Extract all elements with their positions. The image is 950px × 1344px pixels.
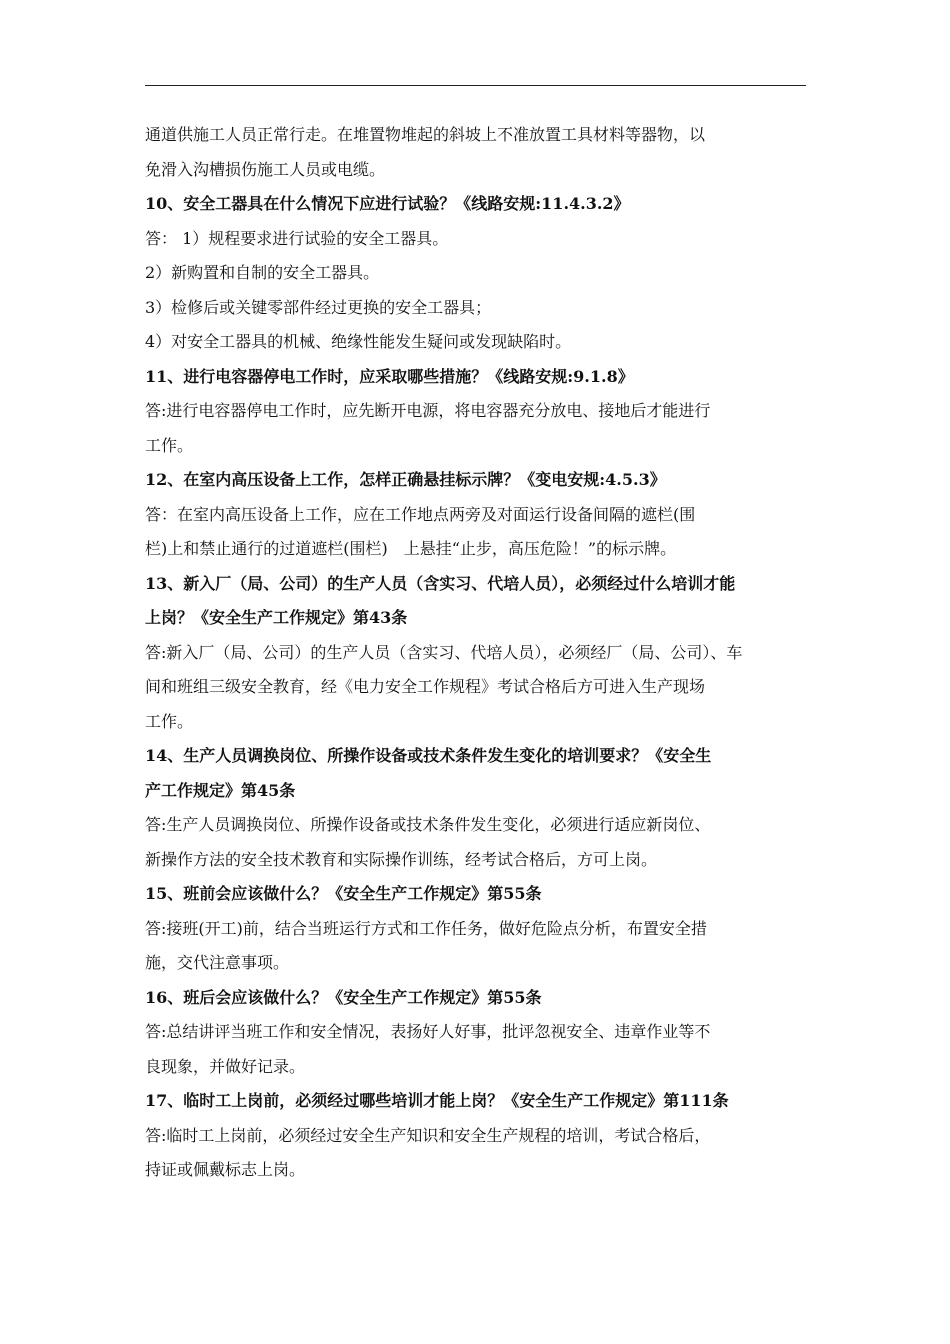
text-line: 答:新入厂（局、公司）的生产人员（含实习、代培人员），必须经厂（局、公司）、车 bbox=[145, 642, 743, 662]
text-line: 答:进行电容器停电工作时，应先断开电源，将电容器充分放电、接地后才能进行 bbox=[145, 401, 711, 420]
text-line: 2）新购置和自制的安全工器具。 bbox=[145, 263, 380, 282]
text-line: 答： 1）规程要求进行试验的安全工器具。 bbox=[145, 228, 449, 248]
text-line: 栏)上和禁止通行的过道遮栏(围栏) 上悬挂“止步，高压危险！”的标示牌。 bbox=[145, 539, 677, 558]
header-rule bbox=[145, 85, 806, 86]
question-line: 13、新入厂（局、公司）的生产人员（含实习、代培人员），必须经过什么培训才能 bbox=[145, 573, 736, 593]
text-line: 免滑入沟槽损伤施工人员或电缆。 bbox=[145, 159, 386, 179]
question-line: 14、生产人员调换岗位、所操作设备或技术条件发生变化的培训要求？《安全生 bbox=[145, 746, 712, 765]
text-line: 新操作方法的安全技术教育和实际操作训练，经考试合格后，方可上岗。 bbox=[145, 849, 658, 869]
text-line: 通道供施工人员正常行走。在堆置物堆起的斜坡上不准放置工具材料等器物，以 bbox=[145, 125, 706, 144]
question-line: 产工作规定》第45条 bbox=[145, 780, 296, 800]
text-line: 持证或佩戴标志上岗。 bbox=[145, 1160, 306, 1179]
question-line: 16、班后会应该做什么？《安全生产工作规定》第55条 bbox=[145, 987, 542, 1007]
text-line: 良现象，并做好记录。 bbox=[145, 1056, 306, 1076]
text-line: 3）检修后或关键零部件经过更换的安全工器具； bbox=[145, 297, 492, 317]
text-line: 答:总结讲评当班工作和安全情况，表扬好人好事，批评忽视安全、违章作业等不 bbox=[145, 1022, 711, 1041]
text-line: 施，交代注意事项。 bbox=[145, 953, 290, 972]
text-line: 答:临时工上岗前，必须经过安全生产知识和安全生产规程的培训，考试合格后， bbox=[145, 1125, 711, 1145]
question-line: 10、安全工器具在什么情况下应进行试验？《线路安规:11.4.3.2》 bbox=[145, 194, 630, 213]
text-line: 工作。 bbox=[145, 435, 194, 455]
question-line: 12、在室内高压设备上工作，怎样正确悬挂标示牌？《变电安规:4.5.3》 bbox=[145, 470, 666, 489]
text-line: 答：在室内高压设备上工作，应在工作地点两旁及对面运行设备间隔的遮栏(围 bbox=[145, 504, 696, 524]
question-line: 17、临时工上岗前，必须经过哪些培训才能上岗？《安全生产工作规定》第111条 bbox=[145, 1091, 729, 1110]
text-line: 工作。 bbox=[145, 711, 194, 731]
question-line: 上岗？《安全生产工作规定》第43条 bbox=[145, 608, 408, 627]
text-line: 4）对安全工器具的机械、绝缘性能发生疑问或发现缺陷时。 bbox=[145, 332, 572, 351]
question-line: 11、进行电容器停电工作时，应采取哪些措施？《线路安规:9.1.8》 bbox=[145, 366, 634, 386]
text-line: 答:接班(开工)前，结合当班运行方式和工作任务，做好危险点分析，布置安全措 bbox=[145, 918, 707, 938]
text-line: 答:生产人员调换岗位、所操作设备或技术条件发生变化，必须进行适应新岗位、 bbox=[145, 815, 711, 834]
question-line: 15、班前会应该做什么？《安全生产工作规定》第55条 bbox=[145, 884, 542, 903]
document-body bbox=[145, 118, 813, 1188]
text-line: 间和班组三级安全教育，经《电力安全工作规程》考试合格后方可进入生产现场 bbox=[145, 677, 706, 696]
